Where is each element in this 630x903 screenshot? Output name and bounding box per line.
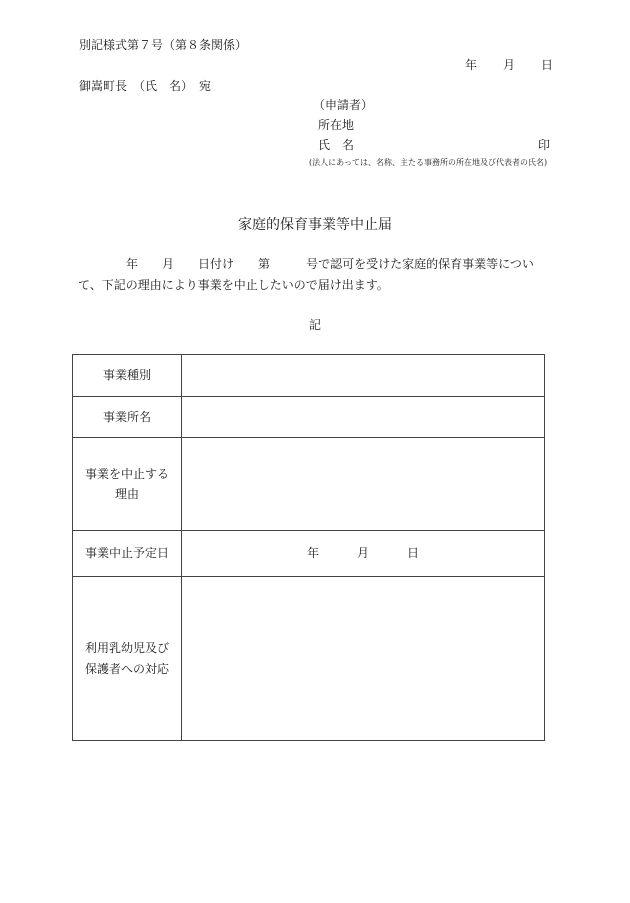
corporation-note: (法人にあっては、名称、主たる事務所の所在地及び代表者の氏名) (309, 158, 548, 167)
business-type-field[interactable] (182, 355, 545, 397)
date-year: 年 (465, 58, 478, 72)
planned-stop-date-field[interactable] (182, 531, 545, 577)
table-row (73, 438, 545, 531)
table-row (73, 397, 545, 438)
body-line-2: て、下記の理由により事業を中止したいので届け出ます。 (78, 278, 389, 292)
table-row (73, 355, 545, 397)
date-day: 日 (541, 58, 554, 72)
response-label-line-2: 保護者への対応 (84, 661, 169, 676)
body-month: 月 (162, 257, 175, 271)
reason-label-line-1: 事業を中止する (84, 466, 169, 481)
reason-label (73, 438, 182, 531)
body-no-prefix: 第 (258, 257, 271, 271)
reason-label-line-2: 理由 (114, 487, 139, 501)
form-number: 別記様式第７号（第８条関係） (79, 38, 248, 52)
stop-date-month: 月 (356, 546, 369, 561)
recipient: 御嵩町長 （氏 名） 宛 (79, 79, 212, 93)
applicant-name-label: 氏 名 (318, 138, 355, 152)
date-month: 月 (503, 58, 516, 72)
planned-stop-date-label: 事業中止予定日 (73, 531, 182, 577)
document-title: 家庭的保育事業等中止届 (238, 217, 392, 233)
body-rest: 号で認可を受けた家庭的保育事業等につい (306, 257, 534, 271)
ki-heading: 記 (308, 318, 321, 332)
business-name-field[interactable] (182, 397, 545, 438)
applicant-heading: （申請者） (313, 98, 374, 112)
reason-field[interactable] (182, 438, 545, 531)
body-year: 年 (126, 257, 139, 271)
submission-date (465, 59, 553, 71)
table-row (73, 531, 545, 577)
response-field[interactable] (182, 577, 545, 741)
stop-date-year: 年 (306, 546, 319, 561)
business-name-label: 事業所名 (73, 397, 182, 438)
seal-mark: 印 (538, 138, 551, 152)
applicant-address-label: 所在地 (318, 118, 355, 132)
table-row (73, 577, 545, 741)
response-label-line-1: 利用乳幼児及び (84, 641, 169, 656)
business-type-label: 事業種別 (73, 355, 182, 397)
body-day-dated: 日付け (198, 257, 235, 271)
stop-date-day: 日 (407, 546, 420, 561)
details-table (72, 354, 545, 741)
body-line-1 (78, 258, 534, 270)
response-label (73, 577, 182, 741)
